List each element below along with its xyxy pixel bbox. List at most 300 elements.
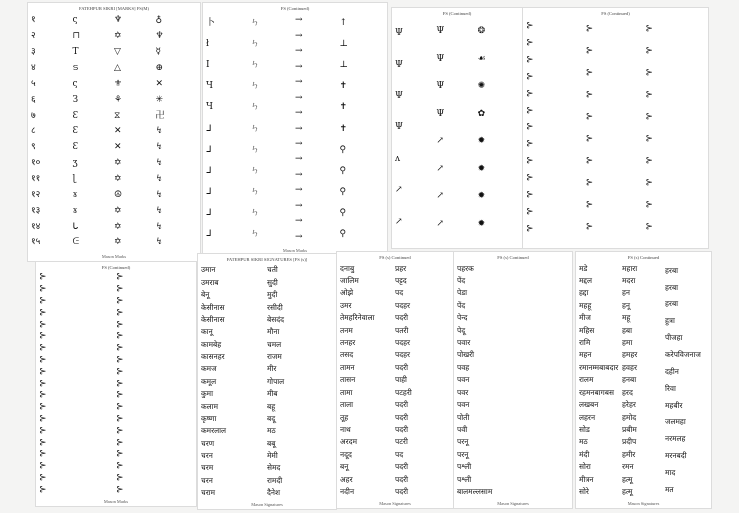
mason-signature: नदूद (340, 449, 352, 459)
mark-row (295, 28, 340, 43)
mark-row (39, 272, 116, 284)
mason-signature: महबीर (665, 400, 683, 410)
mark-row (31, 124, 73, 140)
mark-row (395, 436, 450, 448)
mark-row (267, 487, 333, 499)
mark-row (340, 436, 395, 448)
mark-row (156, 124, 198, 140)
mark-row (622, 312, 665, 324)
mason-mark: ⊱ (526, 173, 534, 184)
mark-row (39, 307, 116, 319)
mason-mark: ⚲ (339, 228, 347, 239)
mark-row (251, 55, 296, 76)
mark-row (457, 312, 569, 324)
mark-row (665, 464, 708, 481)
mason-signature: पदरी (395, 412, 409, 422)
mark-row (622, 287, 665, 299)
mason-mark: ⊱ (585, 221, 594, 232)
mason-signature: पश्ली (457, 462, 472, 472)
mark-row (114, 108, 156, 124)
mason-mark: १२ (31, 189, 41, 200)
mark-row (622, 262, 665, 274)
mason-mark: ⊱ (39, 484, 47, 495)
mason-mark: ⊱ (39, 319, 47, 330)
mason-signature: मदरा (622, 275, 636, 285)
mason-mark: ⊱ (645, 199, 653, 210)
mark-row (206, 13, 251, 34)
mark-row (622, 337, 665, 349)
mark-row (586, 128, 646, 150)
mason-mark: ⊱ (39, 378, 47, 389)
page-signatures-continued-2 (454, 252, 572, 508)
mark-row (665, 262, 708, 279)
mason-mark: ⊱ (39, 284, 47, 295)
mark-row (295, 106, 340, 121)
page-header: FS (s) Continued (627, 255, 660, 260)
mason-signature: कमज (201, 364, 217, 374)
mark-row (267, 314, 333, 326)
mason-mark: ⊱ (116, 354, 124, 365)
mark-row (436, 18, 477, 46)
mark-row (206, 97, 251, 118)
mason-mark: → (295, 46, 303, 57)
mason-mark: ⊱ (526, 105, 534, 116)
mark-row (395, 175, 436, 206)
mason-mark: ✕ (114, 142, 122, 153)
mason-signature: तेमहरिनेवाला (340, 313, 375, 323)
mark-row (295, 137, 340, 152)
mark-row (201, 388, 267, 400)
mason-mark: ς (72, 78, 78, 89)
mark-row (251, 140, 296, 161)
mark-row (579, 287, 622, 299)
mark-row (267, 462, 333, 474)
page-footer: Mason Marks (101, 254, 127, 259)
mason-mark: ⊱ (116, 437, 124, 448)
mark-row (436, 211, 477, 239)
mark-row (457, 411, 569, 423)
mason-signature: कामबेह (201, 339, 222, 349)
mark-column (295, 13, 340, 245)
mark-row (526, 35, 586, 52)
mark-row (478, 156, 519, 184)
mason-mark: ɭ (72, 174, 76, 185)
mason-signature: मौना (267, 327, 280, 337)
mason-mark: ᒧ (206, 123, 212, 134)
mason-mark: → (295, 154, 303, 165)
mark-row (73, 156, 115, 172)
mason-mark: ⊱ (526, 207, 534, 218)
mark-row (73, 61, 115, 77)
mark-row (457, 374, 569, 386)
mason-signature: तसद (340, 350, 354, 360)
mason-mark: Ч (206, 102, 213, 113)
mark-columns (395, 18, 519, 238)
mason-signature: पद (395, 288, 404, 298)
mark-row (457, 399, 569, 411)
mason-mark: ⊱ (585, 89, 594, 100)
mark-row (114, 13, 156, 29)
mason-signature: हत्मू (622, 487, 633, 497)
mason-mark: ς (72, 15, 78, 26)
mark-row (267, 351, 333, 363)
mason-signature: जालिम (340, 275, 359, 285)
mark-row (201, 289, 267, 301)
mason-signature: मत (665, 484, 674, 494)
mark-row (395, 386, 450, 398)
mason-signature: रालम (579, 375, 594, 385)
mason-signature: मीर (267, 364, 277, 374)
mason-mark: ⚲ (339, 207, 347, 218)
mason-signature: महहू (579, 300, 592, 310)
mason-signature: पवार (457, 338, 471, 348)
mark-row (267, 474, 333, 486)
mark-row (206, 224, 251, 245)
mason-mark: ↯ (155, 189, 164, 200)
mark-row (206, 34, 251, 55)
mason-mark: 卍 (155, 110, 165, 121)
mark-columns (206, 13, 384, 245)
mark-row (340, 473, 395, 485)
mason-signature: मरनबदी (665, 451, 687, 461)
mark-row (586, 18, 646, 40)
mason-mark: ⊱ (39, 425, 47, 436)
mark-row (586, 216, 646, 238)
mason-mark: २ (31, 31, 36, 42)
mason-signature: पदरी (395, 424, 409, 434)
mark-row (579, 262, 622, 274)
mason-mark: ☮ (114, 189, 123, 200)
mason-mark: ↗ (436, 191, 444, 202)
mason-signature: बनू (340, 462, 349, 472)
mark-row (340, 312, 395, 324)
mark-row (586, 40, 646, 62)
mark-row (116, 319, 193, 331)
mason-mark: ↗ (436, 136, 444, 147)
mason-mark: ६ (31, 94, 36, 105)
mason-mark: ㄣ (250, 144, 260, 155)
mark-row (39, 425, 116, 437)
mason-mark: १४ (31, 221, 41, 232)
mason-mark: ✺ (477, 81, 486, 92)
mark-row (622, 436, 665, 448)
mason-signature: तामा (340, 387, 353, 397)
mark-row (395, 423, 450, 435)
mason-mark: ⊱ (39, 449, 47, 460)
mark-column (395, 262, 450, 498)
mason-signature: महारा (622, 263, 638, 273)
mark-row (622, 274, 665, 286)
mason-signature: सुदी (267, 277, 278, 287)
mason-mark: ✡ (114, 221, 122, 232)
mark-row (295, 199, 340, 214)
mason-mark: ↯ (155, 126, 164, 137)
mason-mark: ↯ (155, 158, 164, 169)
page-footer: Mason Signatures (627, 501, 660, 506)
mark-row (295, 152, 340, 167)
mark-row (340, 203, 385, 224)
mark-row (31, 172, 73, 188)
mark-row (156, 61, 198, 77)
mason-signature: पदरी (395, 487, 409, 497)
mark-row (436, 183, 477, 211)
mark-row (340, 274, 395, 286)
mark-row (73, 203, 115, 219)
mark-row (340, 361, 395, 373)
mark-row (39, 461, 116, 473)
mark-row (340, 224, 385, 245)
mark-row (116, 343, 193, 355)
mason-mark: ⊱ (116, 272, 124, 283)
mason-mark: ९ (31, 142, 36, 153)
mark-row (665, 346, 708, 363)
mark-row (586, 194, 646, 216)
mark-row (457, 361, 569, 373)
mason-mark: ⊱ (39, 354, 47, 365)
mark-row (116, 437, 193, 449)
mark-row (340, 140, 385, 161)
mason-signature: पटहरी (395, 387, 412, 397)
mark-row (579, 399, 622, 411)
mason-mark: ⊱ (116, 319, 124, 330)
mark-row (39, 402, 116, 414)
mark-row (114, 76, 156, 92)
mark-row (478, 128, 519, 156)
page-marks-continued-3 (523, 8, 708, 248)
mark-row (31, 219, 73, 235)
mark-row (39, 331, 116, 343)
mark-row (267, 264, 333, 276)
mason-signature: पदरी (395, 362, 409, 372)
mason-mark: ⊱ (39, 343, 47, 354)
mark-row (31, 187, 73, 203)
mason-mark: ⊱ (645, 89, 653, 100)
mark-row (114, 203, 156, 219)
mark-row (622, 461, 665, 473)
mark-row (114, 235, 156, 251)
mason-mark: १ (31, 15, 36, 26)
mark-row (116, 449, 193, 461)
mark-row (295, 75, 340, 90)
mason-signature: पदरी (395, 313, 409, 323)
mason-signature: मीज (579, 313, 591, 323)
mason-signature: पहरक (457, 263, 474, 273)
mark-row (340, 386, 395, 398)
mark-row (579, 423, 622, 435)
mark-row (116, 414, 193, 426)
mason-signature: मद्दल (579, 275, 593, 285)
mark-row (665, 296, 708, 313)
mason-mark: ⊱ (116, 390, 124, 401)
mark-column (395, 18, 436, 238)
mason-mark: ⊱ (39, 402, 47, 413)
mason-signature: हरद (622, 387, 633, 397)
mason-signature: चरण (201, 438, 215, 448)
mason-signature: केसीनास (201, 314, 225, 324)
page-header: FS (Continued) (601, 11, 630, 16)
mark-row (114, 156, 156, 172)
mason-mark: ४ (31, 63, 36, 73)
mark-row (395, 411, 450, 423)
mason-mark: ⊱ (645, 23, 653, 34)
mark-row (73, 187, 115, 203)
mark-row (579, 349, 622, 361)
mason-signature: पाही (395, 375, 407, 385)
mark-row (31, 13, 73, 29)
mason-signature: राजम (267, 352, 282, 362)
mason-signature: पतरी (395, 325, 409, 335)
mason-mark: ㄣ (250, 102, 260, 113)
mark-row (526, 18, 586, 35)
mason-signature: लहरन (579, 412, 596, 422)
mark-column (478, 18, 519, 238)
mason-signature: प्रहर (395, 263, 407, 273)
mason-mark: ᒧ (206, 228, 212, 239)
mark-row (73, 29, 115, 45)
mark-row (201, 326, 267, 338)
mason-signature: हन (622, 288, 631, 298)
mason-mark: ⚘ (114, 94, 123, 105)
mason-signature: मंदी (579, 449, 590, 459)
mason-signature: पवन (457, 400, 470, 410)
mason-signature: पद (395, 449, 404, 459)
mason-mark: ♆ (114, 15, 123, 26)
mark-row (340, 399, 395, 411)
mason-mark: ⊱ (39, 295, 47, 306)
mark-row (579, 411, 622, 423)
mark-column (586, 18, 646, 238)
mark-row (579, 361, 622, 373)
mark-row (526, 204, 586, 221)
mark-row (526, 136, 586, 153)
mark-row (579, 486, 622, 498)
mason-signature: जलमहा (665, 417, 686, 427)
mason-mark: Ψ (395, 28, 403, 39)
mason-mark: ↯ (155, 221, 164, 232)
mason-mark: ⊱ (585, 111, 594, 122)
mason-mark: ⊱ (645, 155, 653, 166)
mason-signature: मुदी (267, 290, 278, 300)
mason-mark: Ч (206, 81, 213, 92)
mason-mark: ⚲ (339, 165, 347, 176)
mason-mark: ⊱ (585, 23, 594, 34)
mark-row (340, 324, 395, 336)
mason-signature: तनहर (340, 338, 356, 348)
mason-mark: १५ (31, 237, 41, 248)
mark-row (579, 461, 622, 473)
mark-row (340, 287, 395, 299)
mason-mark: Ψ (436, 53, 445, 64)
mason-signature: पेडा (457, 288, 468, 298)
mason-mark: ⊱ (116, 472, 124, 483)
mark-row (622, 399, 665, 411)
mason-signature: महू (622, 313, 631, 323)
mark-column (156, 13, 198, 251)
mark-row (665, 380, 708, 397)
mason-mark: ⊱ (116, 449, 124, 460)
mason-mark: Ɛ (72, 126, 79, 137)
mark-row (267, 388, 333, 400)
mark-row (201, 264, 267, 276)
mason-mark: I (206, 60, 210, 71)
mason-signature: पवन (457, 375, 470, 385)
mark-row (73, 219, 115, 235)
mark-row (526, 153, 586, 170)
mason-mark: ʒ (72, 158, 78, 169)
mason-mark: ⊱ (585, 177, 594, 188)
mark-row (526, 86, 586, 103)
mason-signature: ओझे (340, 288, 354, 298)
mark-row (457, 349, 569, 361)
mark-column (622, 262, 665, 498)
mark-column (39, 272, 116, 496)
mason-signature: चरन (201, 451, 213, 461)
mason-signature: कमूल (201, 376, 217, 386)
mason-signature: हबा (622, 325, 633, 335)
mason-signature: हमहर (622, 350, 638, 360)
mark-row (206, 182, 251, 203)
mark-row (114, 29, 156, 45)
mark-column (645, 18, 705, 238)
mark-row (267, 375, 333, 387)
page-signatures-continued-1 (337, 252, 453, 508)
mark-row (73, 92, 115, 108)
mark-row (295, 44, 340, 59)
mason-mark: ↯ (155, 174, 164, 185)
mason-mark: ⊱ (116, 307, 124, 318)
mason-signature: पेंद (457, 300, 466, 310)
mark-row (645, 172, 705, 194)
mason-signature: कमरलाल (201, 426, 227, 436)
mark-row (295, 214, 340, 229)
mason-mark: ⊥ (339, 60, 348, 71)
mark-row (201, 314, 267, 326)
mason-mark: ❂ (477, 26, 486, 37)
mark-row (622, 448, 665, 460)
mason-mark: ⊕ (155, 63, 164, 73)
mark-row (39, 366, 116, 378)
mark-column (665, 262, 708, 498)
mark-row (622, 473, 665, 485)
page-fatehpur-sikri-marks (28, 3, 200, 261)
mason-signature: तूह (340, 412, 349, 422)
mark-columns (340, 262, 450, 498)
mason-signature: रिवा (665, 383, 676, 393)
mark-row (156, 187, 198, 203)
mark-row (395, 374, 450, 386)
mason-mark: → (295, 123, 303, 134)
mark-row (340, 448, 395, 460)
mason-signature: सेमद (267, 463, 281, 473)
mason-mark: ⊱ (116, 284, 124, 295)
mason-mark: ५ (31, 78, 36, 89)
mark-row (340, 486, 395, 498)
mason-signature: बेसदंद (267, 314, 285, 324)
mark-row (457, 299, 569, 311)
mark-row (31, 108, 73, 124)
mason-mark: ⊱ (526, 88, 534, 99)
mark-row (201, 276, 267, 288)
mark-row (156, 92, 198, 108)
mark-row (31, 140, 73, 156)
mason-mark: ⊱ (645, 45, 653, 56)
mason-signature: महिस (579, 325, 595, 335)
mason-signature: पवह (457, 362, 470, 372)
mark-row (526, 221, 586, 238)
mason-mark: ✕ (155, 78, 164, 89)
mark-row (156, 108, 198, 124)
mason-mark: ⊱ (645, 67, 653, 78)
